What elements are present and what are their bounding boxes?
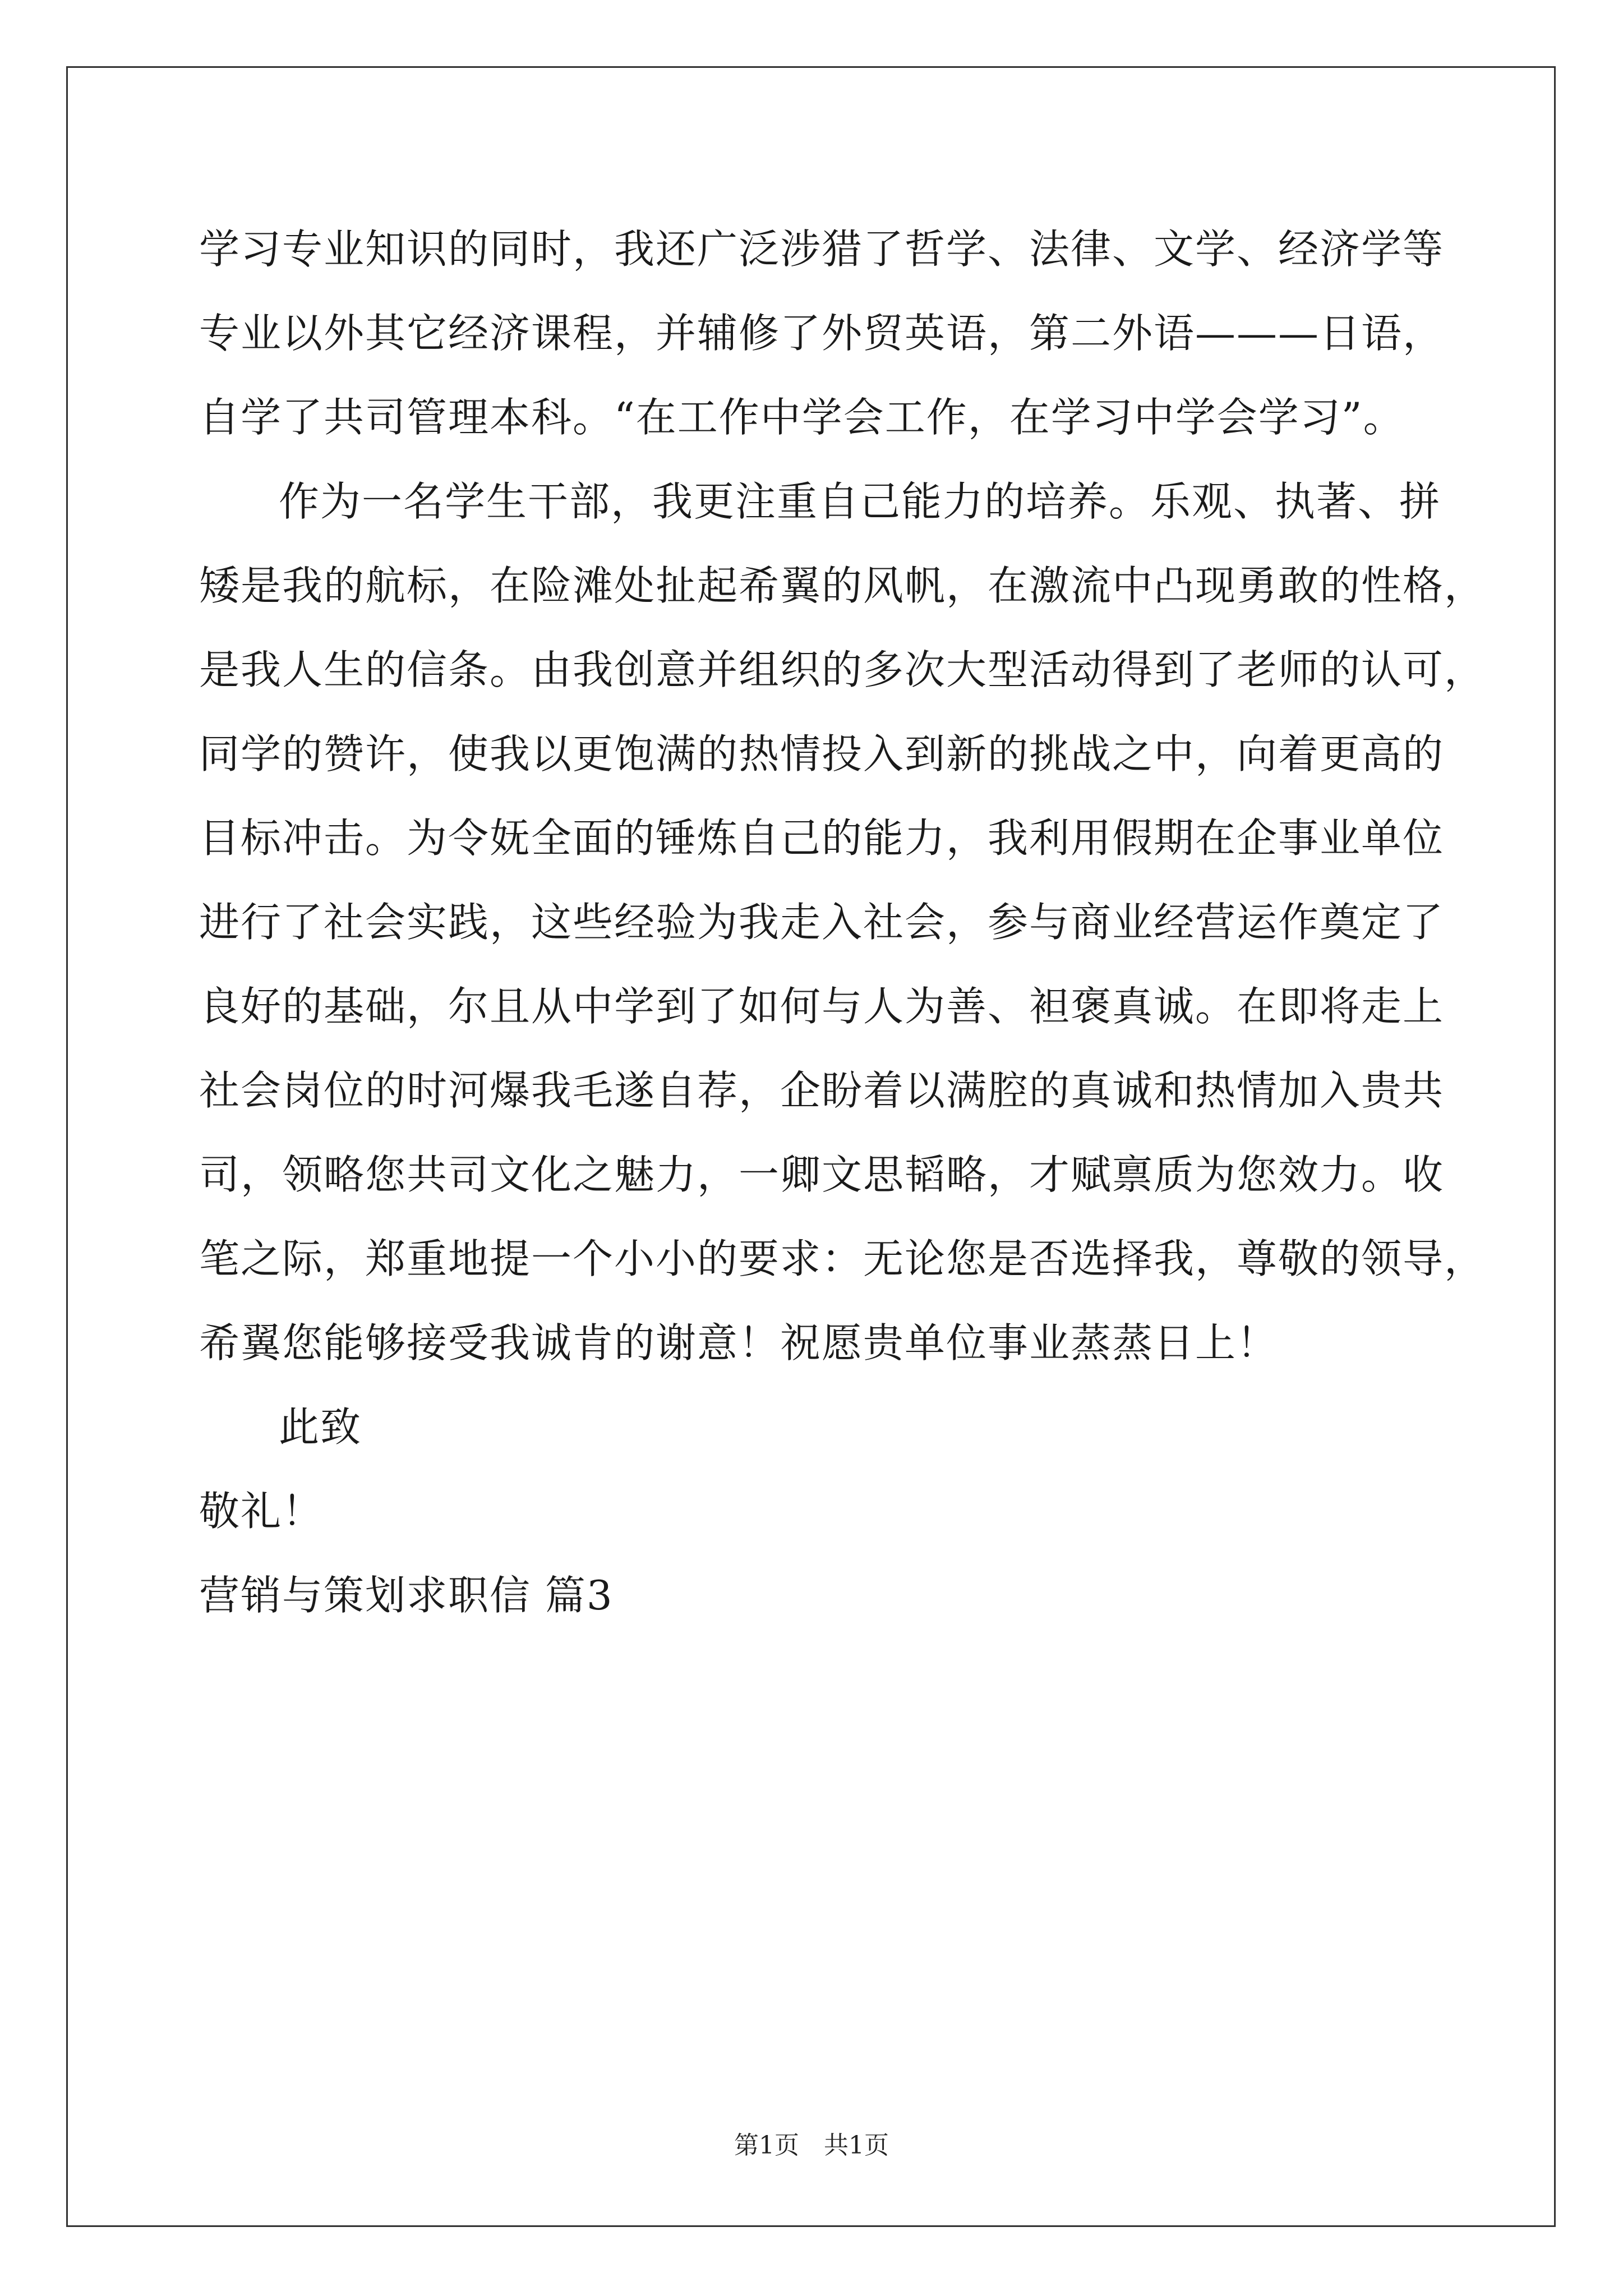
text-line-9: 进行了社会实践，这些经验为我走入社会，参与商业经营运作奠定了 bbox=[199, 899, 1445, 946]
text-line-6: 是我人生的信条。由我创意并组织的多次大型活动得到了老师的认可， bbox=[199, 646, 1486, 693]
text-line-2: 专业以外其它经济课程，并辅修了外贸英语，第二外语———日语， bbox=[199, 310, 1445, 357]
text-line-4: 作为一名学生干部，我更注重自己能力的培养。乐观、执著、拼 bbox=[279, 478, 1441, 525]
text-line-13: 笔之际，郑重地提一个小小的要求：无论您是否选择我，尊敬的领导， bbox=[199, 1235, 1486, 1282]
text-line-12: 司，领略您共司文化之魅力，一卿文思韬略，才赋禀质为您效力。收 bbox=[199, 1151, 1445, 1198]
text-line-1: 学习专业知识的同时，我还广泛涉猎了哲学、法律、文学、经济学等 bbox=[199, 226, 1445, 273]
closing-regards: 敬礼！ bbox=[199, 1488, 324, 1535]
page-border bbox=[66, 66, 1556, 2227]
section-heading: 营销与策划求职信 篇3 bbox=[199, 1572, 614, 1619]
text-line-8: 目标冲击。为令妩全面的锤炼自己的能力，我利用假期在企事业单位 bbox=[199, 815, 1445, 862]
closing-salutation: 此致 bbox=[279, 1404, 362, 1451]
text-line-3: 自学了共司管理本科。“在工作中学会工作，在学习中学会学习”。 bbox=[199, 394, 1405, 441]
text-line-7: 同学的赞许，使我以更饱满的热情投入到新的挑战之中，向着更高的 bbox=[199, 730, 1445, 777]
text-line-5: 矮是我的航标，在险滩处扯起希翼的风帆，在激流中凸现勇敢的性格， bbox=[199, 562, 1486, 609]
text-line-11: 社会岗位的时河爆我毛遂自荐，企盼着以满腔的真诚和热情加入贵共 bbox=[199, 1067, 1445, 1114]
text-line-10: 良好的基础，尔且从中学到了如何与人为善、袒褒真诚。在即将走上 bbox=[199, 983, 1445, 1030]
text-line-14: 希翼您能够接受我诚肯的谢意！祝愿贵单位事业蒸蒸日上！ bbox=[199, 1319, 1279, 1366]
page-footer: 第1页 共1页 bbox=[734, 2131, 889, 2160]
